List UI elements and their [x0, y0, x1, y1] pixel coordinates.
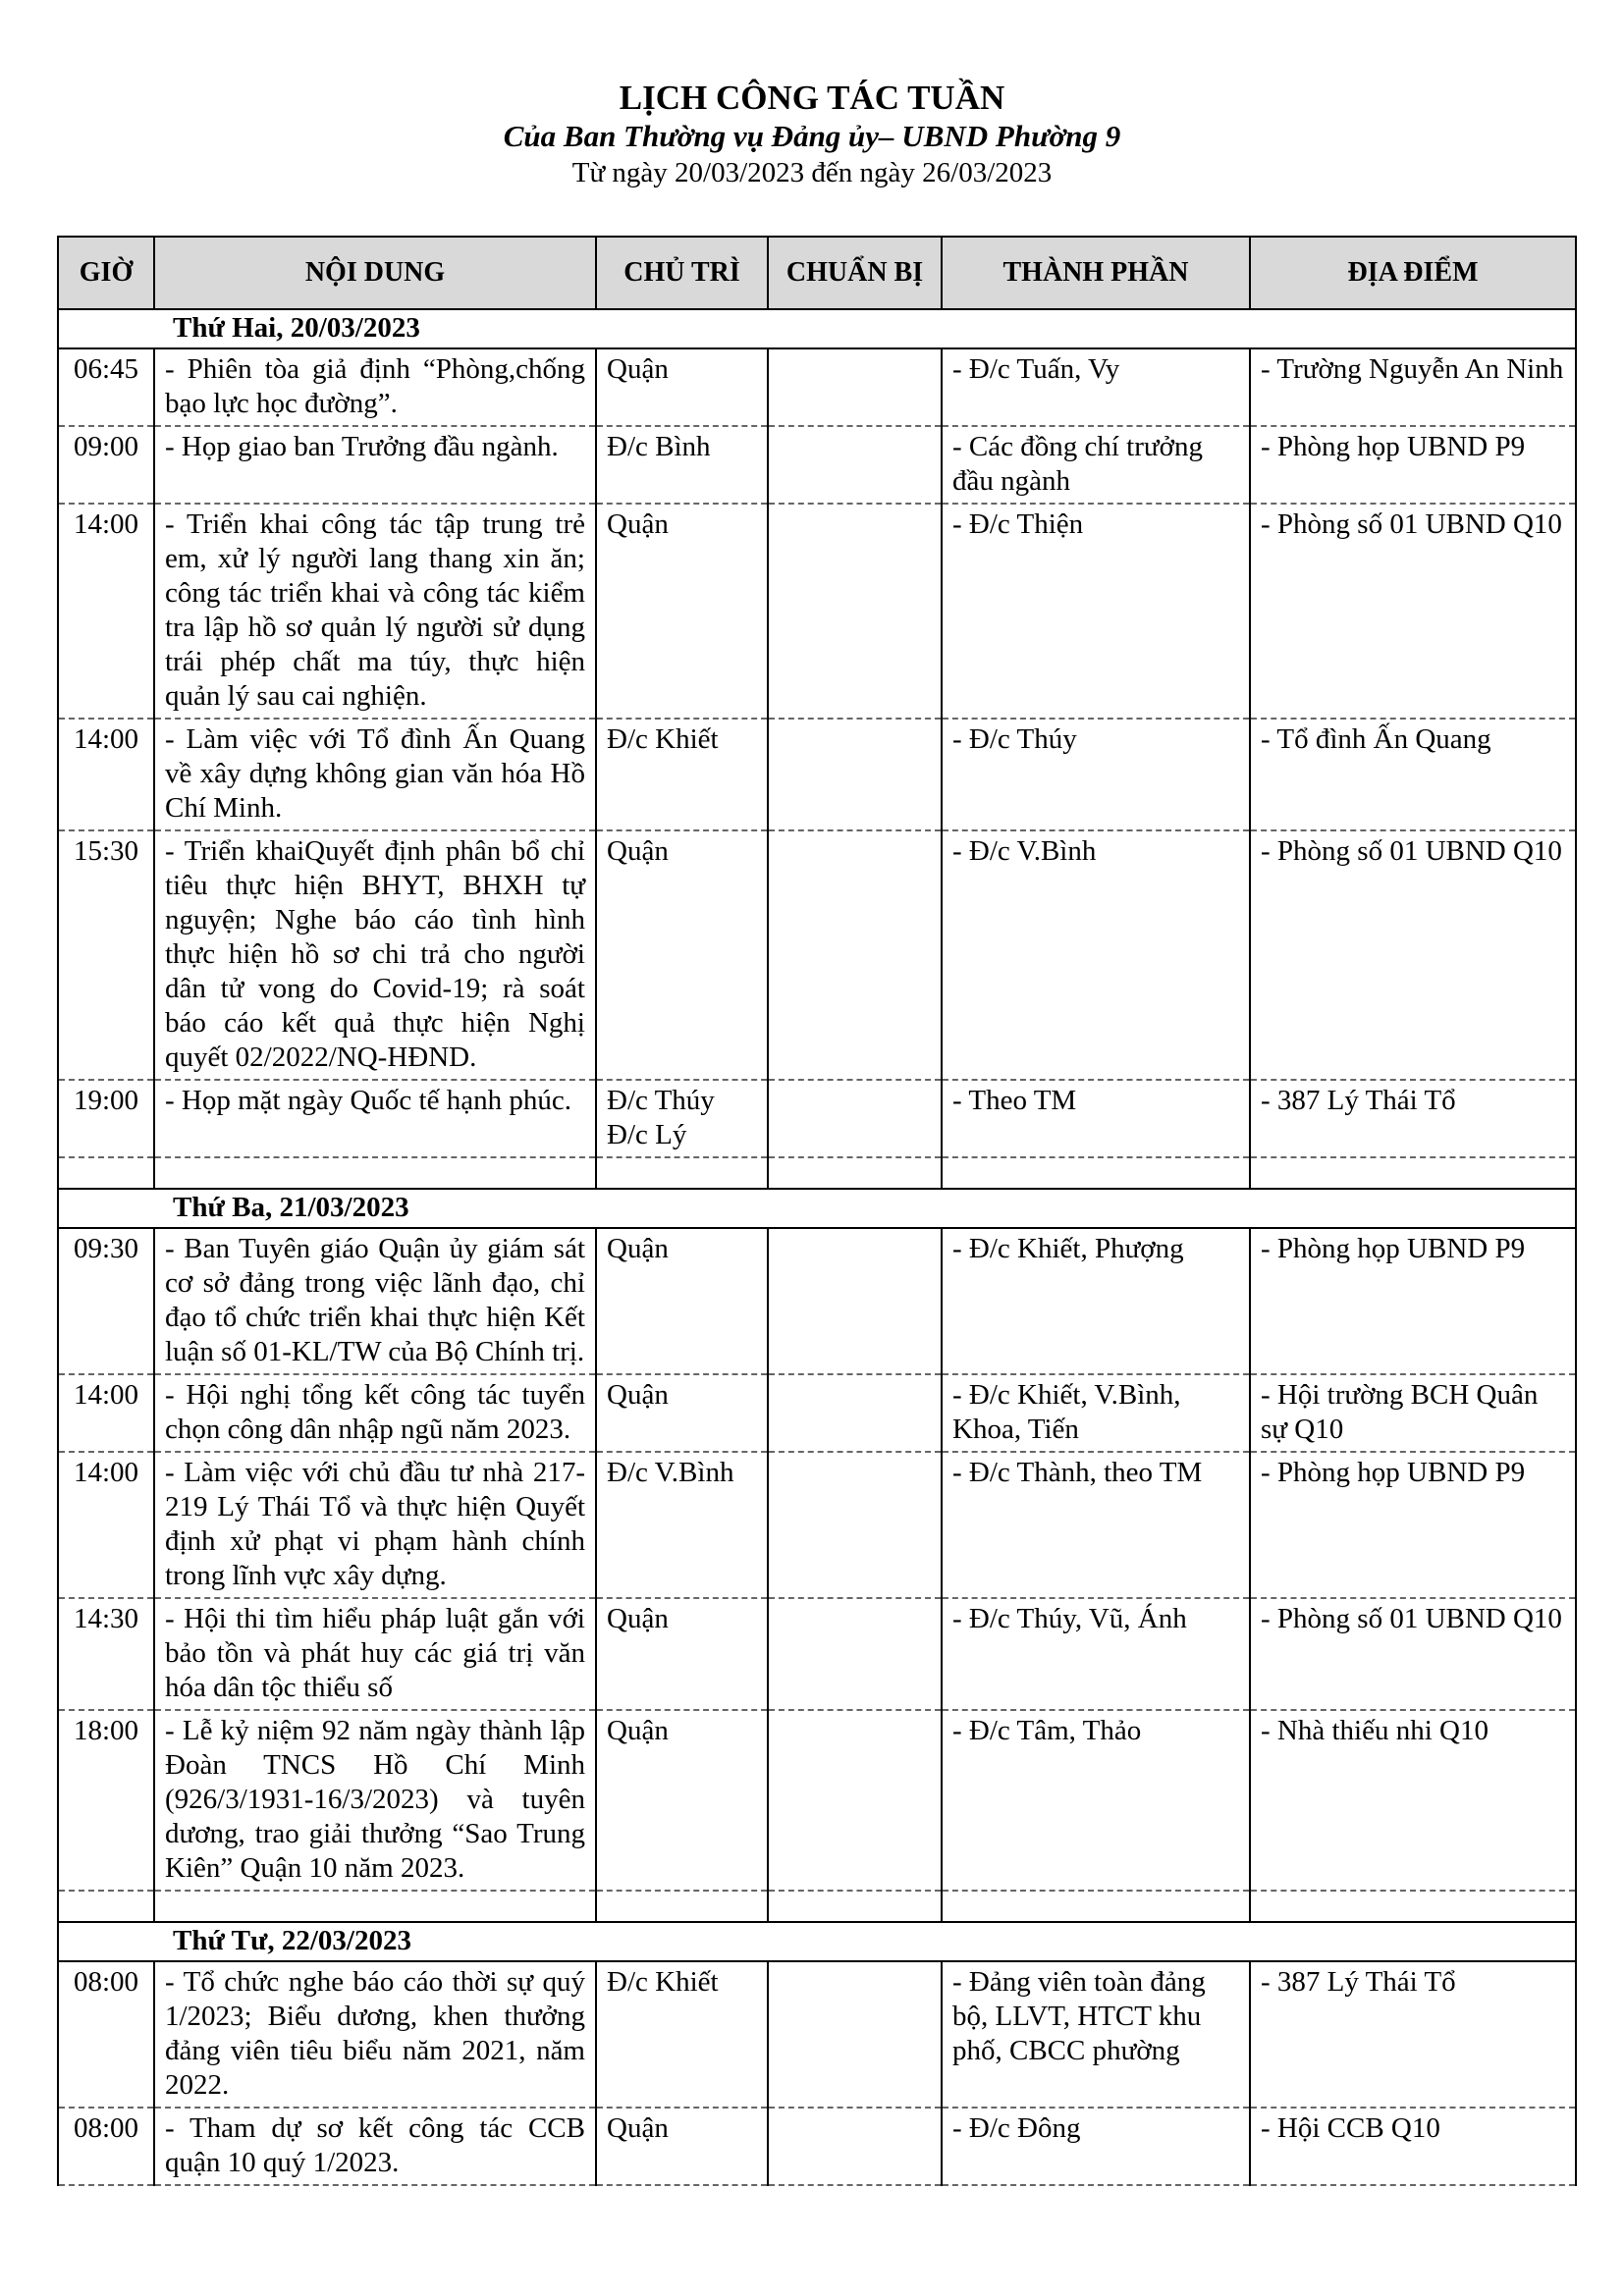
- host-cell: Quận: [596, 504, 768, 719]
- empty-cell: [596, 1891, 768, 1922]
- participants-cell: - Đ/c Đông: [942, 2108, 1250, 2185]
- col-header-host: CHỦ TRÌ: [596, 237, 768, 309]
- table-row: [58, 504, 1576, 719]
- page-subtitle: Của Ban Thường vụ Đảng ủy– UBND Phường 9: [503, 119, 1121, 153]
- content-cell: - Hội thi tìm hiểu pháp luật gắn với bảo tồn và phát huy các giá trị văn hóa dân tộc thiểu số: [154, 1598, 596, 1710]
- schedule-body: [58, 309, 1576, 2185]
- col-header-time: GIỜ: [58, 237, 154, 309]
- location-cell: - Hội trường BCH Quân sự Q10: [1250, 1374, 1576, 1452]
- prep-cell: [768, 1710, 942, 1891]
- empty-cell: [1250, 1157, 1576, 1189]
- day-label: Thứ Ba, 21/03/2023: [58, 1189, 1576, 1228]
- table-row: [58, 1374, 1576, 1452]
- time-cell: 14:30: [58, 1598, 154, 1710]
- location-cell: - Nhà thiếu nhi Q10: [1250, 1710, 1576, 1891]
- time-cell: 09:00: [58, 426, 154, 504]
- table-row: [58, 719, 1576, 830]
- prep-cell: [768, 1452, 942, 1598]
- host-cell: Quận: [596, 1598, 768, 1710]
- col-header-location: ĐỊA ĐIỂM: [1250, 237, 1576, 309]
- col-header-participants: THÀNH PHẦN: [942, 237, 1250, 309]
- day-label: Thứ Tư, 22/03/2023: [58, 1922, 1576, 1961]
- prep-cell: [768, 1961, 942, 2108]
- empty-cell: [596, 1157, 768, 1189]
- table-row: [58, 1228, 1576, 1374]
- content-cell: - Hội nghị tổng kết công tác tuyển chọn công dân nhập ngũ năm 2023.: [154, 1374, 596, 1452]
- host-cell: Quận: [596, 2108, 768, 2185]
- location-cell: - Phòng họp UBND P9: [1250, 1452, 1576, 1598]
- content-cell: - Triển khai công tác tập trung trẻ em, xử lý người lang thang xin ăn; công tác triển khai và công tác kiểm tra lập hồ sơ quản lý người sử dụng trái phép chất ma túy, thực hiện quản lý sau cai nghiện.: [154, 504, 596, 719]
- time-cell: 08:00: [58, 2108, 154, 2185]
- participants-cell: - Đ/c Thiện: [942, 504, 1250, 719]
- participants-cell: - Đảng viên toàn đảng bộ, LLVT, HTCT khu phố, CBCC phường: [942, 1961, 1250, 2108]
- empty-cell: [1250, 1891, 1576, 1922]
- col-header-content: NỘI DUNG: [154, 237, 596, 309]
- table-row: [58, 830, 1576, 1080]
- content-cell: - Triển khaiQuyết định phân bổ chỉ tiêu thực hiện BHYT, BHXH tự nguyện; Nghe báo cáo tình hình thực hiện hồ sơ chi trả cho người dân tử vong do Covid-19; rà soát báo cáo kết quả thực hiện Nghị quyết 02/2022/NQ-HĐND.: [154, 830, 596, 1080]
- content-cell: - Làm việc với Tổ đình Ấn Quang về xây dựng không gian văn hóa Hồ Chí Minh.: [154, 719, 596, 830]
- document-header: [0, 79, 1624, 190]
- prep-cell: [768, 1374, 942, 1452]
- content-cell: - Ban Tuyên giáo Quận ủy giám sát cơ sở đảng trong việc lãnh đạo, chỉ đạo tổ chức triển khai thực hiện Kết luận số 01-KL/TW của Bộ Chính trị.: [154, 1228, 596, 1374]
- location-cell: - 387 Lý Thái Tổ: [1250, 1080, 1576, 1157]
- time-cell: 09:30: [58, 1228, 154, 1374]
- location-cell: - Hội CCB Q10: [1250, 2108, 1576, 2185]
- host-cell: Quận: [596, 1710, 768, 1891]
- time-cell: 14:00: [58, 719, 154, 830]
- date-range: Từ ngày 20/03/2023 đến ngày 26/03/2023: [571, 157, 1053, 188]
- prep-cell: [768, 1598, 942, 1710]
- empty-cell: [768, 1157, 942, 1189]
- day-header-row: [58, 309, 1576, 348]
- empty-cell: [58, 1891, 154, 1922]
- time-cell: 06:45: [58, 348, 154, 426]
- content-cell: - Họp mặt ngày Quốc tế hạnh phúc.: [154, 1080, 596, 1157]
- content-cell: - Tổ chức nghe báo cáo thời sự quý 1/2023; Biểu dương, khen thưởng đảng viên tiêu biểu năm 2021, năm 2022.: [154, 1961, 596, 2108]
- content-cell: - Lễ kỷ niệm 92 năm ngày thành lập Đoàn TNCS Hồ Chí Minh (926/3/1931-16/3/2023) và tuyên dương, trao giải thưởng “Sao Trung Kiên” Quận 10 năm 2023.: [154, 1710, 596, 1891]
- location-cell: - Phòng họp UBND P9: [1250, 1228, 1576, 1374]
- content-cell: - Phiên tòa giả định “Phòng,chống bạo lực học đường”.: [154, 348, 596, 426]
- host-cell: Quận: [596, 1228, 768, 1374]
- participants-cell: - Đ/c Khiết, Phượng: [942, 1228, 1250, 1374]
- participants-cell: - Đ/c Thúy, Vũ, Ánh: [942, 1598, 1250, 1710]
- content-cell: - Làm việc với chủ đầu tư nhà 217-219 Lý Thái Tổ và thực hiện Quyết định xử phạt vi phạm hành chính trong lĩnh vực xây dựng.: [154, 1452, 596, 1598]
- schedule-table: [57, 236, 1577, 2186]
- participants-cell: - Đ/c Tuấn, Vy: [942, 348, 1250, 426]
- participants-cell: - Đ/c Khiết, V.Bình, Khoa, Tiến: [942, 1374, 1250, 1452]
- host-cell: Quận: [596, 830, 768, 1080]
- time-cell: 15:30: [58, 830, 154, 1080]
- participants-cell: - Đ/c Thành, theo TM: [942, 1452, 1250, 1598]
- empty-cell: [942, 1891, 1250, 1922]
- host-cell: Đ/c Khiết: [596, 719, 768, 830]
- prep-cell: [768, 2108, 942, 2185]
- location-cell: - Tổ đình Ấn Quang: [1250, 719, 1576, 830]
- table-row: [58, 348, 1576, 426]
- prep-cell: [768, 504, 942, 719]
- table-row: [58, 426, 1576, 504]
- table-row: [58, 1080, 1576, 1157]
- location-cell: - Phòng số 01 UBND Q10: [1250, 830, 1576, 1080]
- blank-row: [58, 1157, 1576, 1189]
- location-cell: - Phòng họp UBND P9: [1250, 426, 1576, 504]
- prep-cell: [768, 830, 942, 1080]
- table-row: [58, 1452, 1576, 1598]
- prep-cell: [768, 1228, 942, 1374]
- time-cell: 14:00: [58, 504, 154, 719]
- participants-cell: - Đ/c V.Bình: [942, 830, 1250, 1080]
- col-header-prep: CHUẨN BỊ: [768, 237, 942, 309]
- prep-cell: [768, 719, 942, 830]
- time-cell: 14:00: [58, 1374, 154, 1452]
- location-cell: - 387 Lý Thái Tổ: [1250, 1961, 1576, 2108]
- empty-cell: [942, 1157, 1250, 1189]
- empty-cell: [58, 1157, 154, 1189]
- empty-cell: [768, 1891, 942, 1922]
- prep-cell: [768, 1080, 942, 1157]
- host-cell: Đ/c Thúy Đ/c Lý: [596, 1080, 768, 1157]
- participants-cell: - Các đồng chí trưởng đầu ngành: [942, 426, 1250, 504]
- host-cell: Quận: [596, 348, 768, 426]
- location-cell: - Phòng số 01 UBND Q10: [1250, 1598, 1576, 1710]
- host-cell: Quận: [596, 1374, 768, 1452]
- participants-cell: - Đ/c Tâm, Thảo: [942, 1710, 1250, 1891]
- table-row: [58, 1598, 1576, 1710]
- content-cell: - Tham dự sơ kết công tác CCB quận 10 quý 1/2023.: [154, 2108, 596, 2185]
- location-cell: - Phòng số 01 UBND Q10: [1250, 504, 1576, 719]
- host-cell: Đ/c Khiết: [596, 1961, 768, 2108]
- participants-cell: - Theo TM: [942, 1080, 1250, 1157]
- table-header-row: [58, 237, 1576, 309]
- location-cell: - Trường Nguyễn An Ninh: [1250, 348, 1576, 426]
- time-cell: 14:00: [58, 1452, 154, 1598]
- empty-cell: [154, 1891, 596, 1922]
- participants-cell: - Đ/c Thúy: [942, 719, 1250, 830]
- table-row: [58, 1961, 1576, 2108]
- host-cell: Đ/c Bình: [596, 426, 768, 504]
- day-label: Thứ Hai, 20/03/2023: [58, 309, 1576, 348]
- day-header-row: [58, 1922, 1576, 1961]
- content-cell: - Họp giao ban Trưởng đầu ngành.: [154, 426, 596, 504]
- page-title: LỊCH CÔNG TÁC TUẦN: [619, 79, 1005, 117]
- table-row: [58, 2108, 1576, 2185]
- time-cell: 19:00: [58, 1080, 154, 1157]
- empty-cell: [154, 1157, 596, 1189]
- time-cell: 18:00: [58, 1710, 154, 1891]
- table-row: [58, 1710, 1576, 1891]
- prep-cell: [768, 348, 942, 426]
- prep-cell: [768, 426, 942, 504]
- host-cell: Đ/c V.Bình: [596, 1452, 768, 1598]
- time-cell: 08:00: [58, 1961, 154, 2108]
- day-header-row: [58, 1189, 1576, 1228]
- blank-row: [58, 1891, 1576, 1922]
